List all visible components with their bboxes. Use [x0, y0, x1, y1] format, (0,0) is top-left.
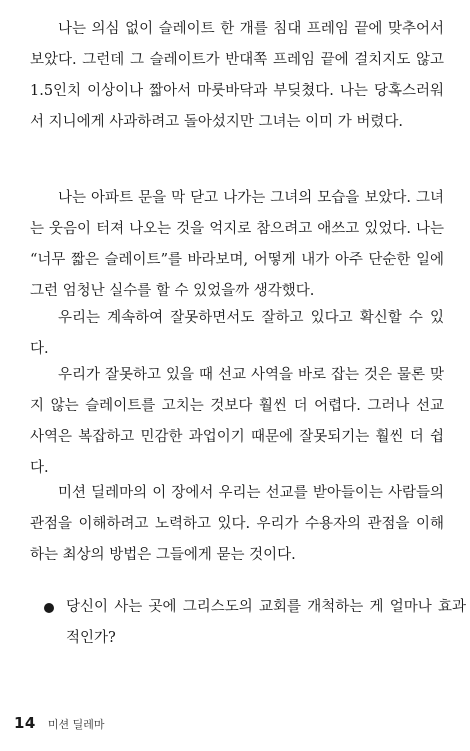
discussion-question [44, 592, 466, 654]
bullet-icon [44, 603, 54, 613]
paragraph-mission-correction: 우리가 잘못하고 있을 때 선교 사역을 바로 잡는 것은 물론 맞지 않는 슬레이트를 고치는 것보다 훨씬 더 어렵다. 그러나 선교 사역은 복잡하고 민감한 과업이기 때문에 잘못되기는 훨씬 더 쉽다. [30, 367, 444, 476]
paragraph-apartment-door: 나는 아파트 문을 막 닫고 나가는 그녀의 모습을 보았다. 그녀는 웃음이 터져 나오는 것을 억지로 참으려고 애쓰고 있었다. 나는 “너무 짧은 슬레이트”를 바라보며, 어떻게 내가 아주 단순한 일에 그런 엄청난 실수를 할 수 있었을까 생각했다. [30, 190, 444, 299]
paragraph-slate-fitting: 나는 의심 없이 슬레이트 한 개를 침대 프레임 끝에 맞추어서 보았다. 그런데 그 슬레이트가 반대쪽 프레임 끝에 걸치지도 않고 1.5인치 이상이나 짧아서 마룻바닥과 부딪쳤다. 나는 당혹스러워서 지니에게 사과하려고 돌아섰지만 그녀는 이미 가 버렸다. [30, 21, 444, 130]
running-title: 미션 딜레마 [47, 718, 105, 731]
discussion-question-text: 당신이 사는 곳에 그리스도의 교회를 개척하는 게 얼마나 효과적인가? [66, 599, 466, 646]
paragraph-confident-wrong: 우리는 계속하여 잘못하면서도 잘하고 있다고 확신할 수 있다. [30, 310, 444, 357]
page-number: 14 [14, 714, 36, 732]
page-footer [14, 714, 105, 736]
paragraph-receptor-perspective: 미션 딜레마의 이 장에서 우리는 선교를 받아들이는 사람들의 관점을 이해하려고 노력하고 있다. 우리가 수용자의 관점을 이해하는 최상의 방법은 그들에게 묻는 것이다. [30, 485, 444, 563]
